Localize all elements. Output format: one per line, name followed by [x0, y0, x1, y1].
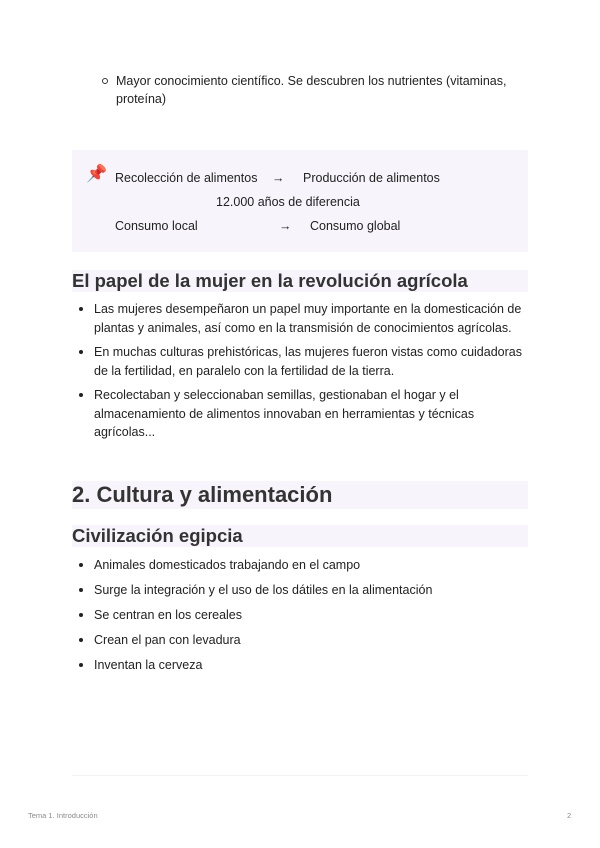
women-bullet-list [72, 300, 528, 442]
callout-middle-text: 12.000 años de diferencia [216, 195, 360, 209]
section-heading-women: El papel de la mujer en la revolución agrícola [72, 270, 528, 292]
list-item: Las mujeres desempeñaron un papel muy importante en la domesticación de plantas y animales, así como en la transmisión de conocimientos agrícolas. [72, 300, 528, 337]
pushpin-icon: 📌 [86, 164, 108, 183]
egypt-bullet-list [72, 556, 528, 675]
list-item: Surge la integración y el uso de los dátiles en la alimentación [72, 581, 528, 600]
section-heading-egypt: Civilización egipcia [72, 525, 528, 547]
list-item: Inventan la cerveza [72, 656, 528, 675]
page-number: 2 [567, 811, 572, 820]
divider [72, 775, 528, 776]
list-item: Crean el pan con levadura [72, 631, 528, 650]
list-item: En muchas culturas prehistóricas, las mujeres fueron vistas como cuidadoras de la fertilidad, en paralelo con la fertilidad de la tierra. [72, 343, 528, 380]
footer-title: Tema 1. Introducción [28, 811, 98, 820]
list-item: Se centran en los cereales [72, 606, 528, 625]
callout-to-1: Producción de alimentos [303, 171, 440, 185]
callout-box [72, 150, 528, 252]
section-heading-culture: 2. Cultura y alimentación [72, 481, 528, 509]
list-item: Animales domesticados trabajando en el campo [72, 556, 528, 575]
sub-bullet-list [100, 72, 528, 108]
sub-bullet-item: Mayor conocimiento científico. Se descubren los nutrientes (vitaminas, proteína) [100, 72, 528, 108]
callout-from-2: Consumo local [115, 219, 198, 233]
list-item: Recolectaban y seleccionaban semillas, gestionaban el hogar y el almacenamiento de alimentos innovaban en herramientas y técnicas agrícolas... [72, 386, 528, 442]
arrow-right-icon: → [279, 219, 292, 233]
callout-from-1: Recolección de alimentos [115, 171, 258, 185]
callout-to-2: Consumo global [310, 219, 401, 233]
arrow-right-icon: → [272, 171, 285, 185]
